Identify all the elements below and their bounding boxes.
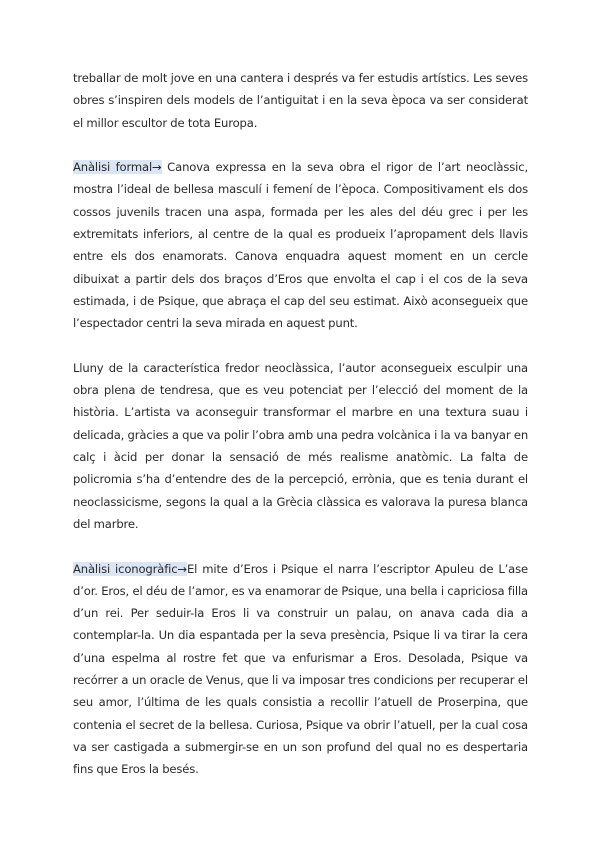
formal-analysis-paragraph <box>73 156 528 334</box>
document-page <box>73 67 528 781</box>
iconographic-analysis-text: El mite d’Eros i Psique el narra l’escriptor Apuleu de L’ase d’or. Eros, el déu de l’amor, es va enamorar de Psique, una bella i capriciosa filla d’un rei. Per seduir-la Eros li va construir un palau, on anava cada dia a contemplar-la. Un dia espantada per la seva presència, Psique li va tirar la cera d’una espelma al rostre fet que va enfurismar a Eros. Desolada, Psique va recórrer a un oracle de Venus, que li va imposar tres condicions per recuperar el seu amor, l’última de les quals consistia a recollir l’atuell de Proserpina, que contenia el secret de la bellesa. Curiosa, Psique va obrir l’atuell, per la cual cosa va ser castigada a submergir-se en un son profund del qual no es despertaria fins que Eros la besés. <box>73 561 528 777</box>
formal-analysis-text: Canova expressa en la seva obra el rigor de l’art neoclàssic, mostra l’ideal de bellesa masculí i femení de l’època. Compositivament els dos cossos juvenils tracen una aspa, formada per les ales del déu grec i per les extremitats inferiors, al centre de la qual es produeix l’apropament dels llavis entre els dos enamorats. Canova enquadra aquest moment en un cercle dibuixat a partir dels dos braços d’Eros que envolta el cap i el cos de la seva estimada, i de Psique, que abraça el cap del seu estimat. Això aconsegueix que l’espectador centri la seva mirada en aquest punt. <box>73 160 528 331</box>
intro-paragraph <box>73 67 528 134</box>
intro-text: treballar de molt jove en una cantera i després va fer estudis artístics. Les seves obres s’inspiren dels models de l’antiguitat i en la seva època va ser considerat el millor escultor de tota Europa. <box>73 71 528 130</box>
tenderness-paragraph <box>73 357 528 535</box>
formal-analysis-heading: Anàlisi formal→ <box>73 160 162 175</box>
iconographic-analysis-heading: Anàlisi iconogràfic→ <box>73 561 187 576</box>
iconographic-analysis-paragraph <box>73 558 528 781</box>
tenderness-text: Lluny de la característica fredor neoclàssica, l’autor aconsegueix esculpir una obra plena de tendresa, que es veu potenciat per l’elecció del moment de la història. L’artista va aconseguir transformar el marbre en una textura suau i delicada, gràcies a que va polir l’obra amb una pedra volcànica i la va banyar en calç i àcid per donar la sensació de més realisme anatòmic. La falta de policromia s’ha d’entendre des de la percepció, errònia, que es tenia durant el neoclassicisme, segons la qual a la Grècia clàssica es valorava la puresa blanca del marbre. <box>73 360 529 531</box>
